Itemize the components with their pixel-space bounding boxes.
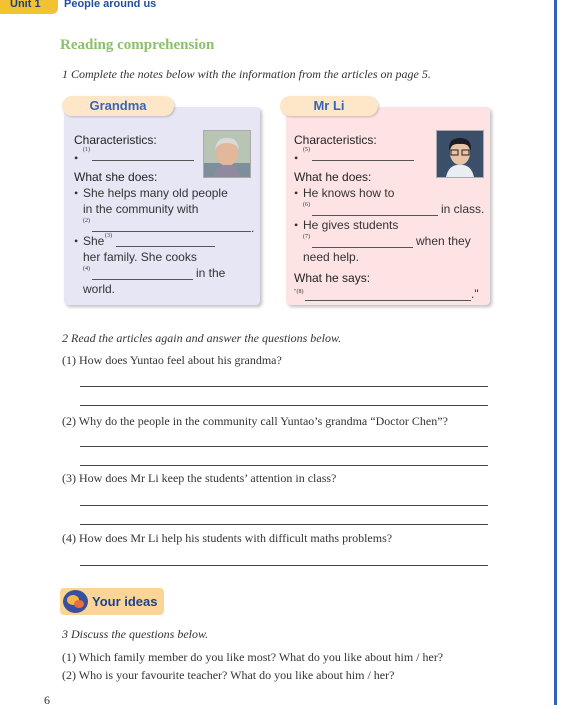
answer-blank-5[interactable] bbox=[312, 160, 414, 161]
blank-number: (4) bbox=[83, 266, 90, 272]
grandma-line-2: in the community with bbox=[83, 202, 199, 216]
unit-label: Unit 1 bbox=[10, 0, 41, 10]
question-3: (3) How does Mr Li keep the students’ attention in class? bbox=[62, 471, 337, 485]
bullet-icon: • bbox=[294, 151, 299, 165]
bullet-icon: • bbox=[294, 218, 299, 232]
grandma-line-4: her family. She cooks bbox=[83, 250, 197, 264]
page-edge-bar bbox=[554, 0, 557, 705]
question-4: (4) How does Mr Li help his students with difficult maths problems? bbox=[62, 531, 393, 545]
mrli-says-label: What he says: bbox=[294, 271, 371, 285]
period-mark: . bbox=[251, 221, 255, 235]
answer-blank-2[interactable] bbox=[92, 231, 251, 232]
answer-line[interactable] bbox=[80, 565, 488, 566]
answer-blank-3[interactable] bbox=[116, 246, 215, 247]
task2-instruction: 2 Read the articles again and answer the questions below. bbox=[62, 331, 342, 345]
blank-number: (5) bbox=[303, 147, 310, 153]
mrli-line-1: He knows how to bbox=[303, 186, 395, 200]
unit-title: People around us bbox=[64, 0, 157, 10]
grandma-world: world. bbox=[83, 282, 116, 296]
discuss-question-2: (2) Who is your favourite teacher? What do you like about him / her? bbox=[62, 668, 395, 682]
speech-bubbles-icon bbox=[63, 590, 88, 613]
section-title: Reading comprehension bbox=[60, 37, 215, 53]
bullet-icon: • bbox=[74, 186, 79, 200]
question-2: (2) Why do the people in the community call Yuntao’s grandma “Doctor Chen”? bbox=[62, 414, 448, 428]
blank-number: (3) bbox=[105, 233, 112, 239]
answer-blank-7[interactable] bbox=[312, 247, 413, 248]
grandma-characteristics-label: Characteristics: bbox=[74, 133, 157, 147]
your-ideas-label: Your ideas bbox=[92, 594, 158, 609]
end-quote-mark: ." bbox=[471, 287, 479, 301]
answer-blank-1[interactable] bbox=[92, 160, 194, 161]
blank-number: (7) bbox=[303, 234, 310, 240]
mrli-characteristics-label: Characteristics: bbox=[294, 133, 377, 147]
grandma-does-label: What she does: bbox=[74, 170, 158, 184]
question-1: (1) How does Yuntao feel about his grandma? bbox=[62, 353, 282, 367]
bullet-icon: • bbox=[74, 234, 79, 248]
mrli-does-label: What he does: bbox=[294, 170, 372, 184]
answer-line[interactable] bbox=[80, 505, 488, 506]
answer-line[interactable] bbox=[80, 446, 488, 447]
mrli-line-3: He gives students bbox=[303, 218, 399, 232]
grandma-photo bbox=[203, 130, 251, 178]
blank-number: (6) bbox=[303, 202, 310, 208]
answer-line[interactable] bbox=[80, 405, 488, 406]
answer-blank-8[interactable] bbox=[305, 300, 471, 301]
task3-instruction: 3 Discuss the questions below. bbox=[62, 627, 209, 641]
mrli-when-they: when they bbox=[416, 234, 471, 248]
mrli-photo bbox=[436, 130, 484, 178]
grandma-card-title: Grandma bbox=[62, 96, 174, 116]
mrli-card-title: Mr Li bbox=[280, 96, 378, 116]
answer-line[interactable] bbox=[80, 524, 488, 525]
answer-line[interactable] bbox=[80, 386, 488, 387]
blank-number: (2) bbox=[83, 218, 90, 224]
answer-blank-6[interactable] bbox=[312, 215, 438, 216]
discuss-question-1: (1) Which family member do you like most? What do you like about him / her? bbox=[62, 650, 444, 664]
page-number: 6 bbox=[44, 693, 50, 707]
mrli-need-help: need help. bbox=[303, 250, 360, 264]
answer-blank-4[interactable] bbox=[92, 279, 193, 280]
grandma-line-1: She helps many old people bbox=[83, 186, 228, 200]
task1-instruction: 1 Complete the notes below with the information from the articles on page 5. bbox=[62, 67, 431, 81]
grandma-she: She bbox=[83, 234, 105, 248]
grandma-in-the: in the bbox=[196, 266, 226, 280]
blank-number: (1) bbox=[83, 147, 90, 153]
bullet-icon: • bbox=[294, 186, 299, 200]
answer-line[interactable] bbox=[80, 465, 488, 466]
bullet-icon: • bbox=[74, 151, 79, 165]
mrli-in-class: in class. bbox=[441, 202, 485, 216]
blank-number: "(8) bbox=[294, 289, 304, 295]
